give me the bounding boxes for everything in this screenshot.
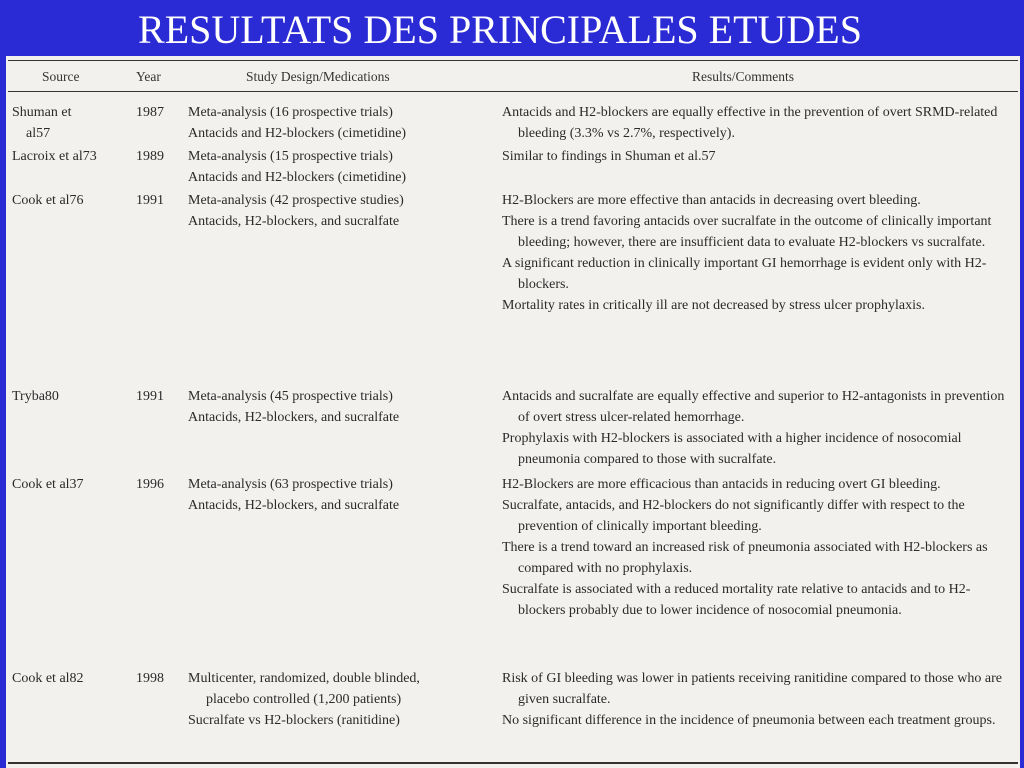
table-bottom-rule	[8, 762, 1018, 764]
year-cell: 1991	[136, 389, 164, 404]
source-cell: Tryba80	[12, 389, 59, 404]
results-cell: H2-Blockers are more efficacious than antacids in reducing overt GI bleeding. Sucralfate, antacids, and H2-blockers do not significantly differ with respect to the prevention of clinically important bleeding. There is a trend toward an increased risk of pneumonia associated with H2-blockers as compared with no prophylaxis. Sucralfate is associated with a reduced mortality rate relative to antacids and to H2-blockers probably due to lower incidence of nosocomial pneumonia.	[502, 477, 988, 618]
header-rule	[8, 91, 1018, 92]
header-year: Year	[136, 69, 161, 84]
header-source: Source	[42, 69, 80, 84]
year-cell: 1987	[136, 105, 164, 120]
source-cell: Shuman et al57	[12, 105, 72, 141]
results-cell: H2-Blockers are more effective than antacids in decreasing overt bleeding. There is a trend favoring antacids over sucralfate in the outcome of clinically important bleeding; however, there are insufficient data to evaluate H2-blockers vs sucralfate. A significant reduction in clinically important GI hemorrhage is evident only with H2-blockers. Mortality rates in critically ill are not decreased by stress ulcer prophylaxis.	[502, 193, 992, 313]
results-cell: Risk of GI bleeding was lower in patients receiving ranitidine compared to those who are given sucralfate. No significant difference in the incidence of pneumonia between each treatment groups.	[502, 671, 1002, 728]
year-cell: 1998	[136, 671, 164, 686]
design-cell: Meta-analysis (15 prospective trials) Antacids and H2-blockers (cimetidine)	[188, 149, 407, 185]
design-cell: Meta-analysis (63 prospective trials) Antacids, H2-blockers, and sucralfate	[188, 477, 400, 513]
slide-title: RESULTATS DES PRINCIPALES ETUDES	[138, 7, 862, 52]
header-design: Study Design/Medications	[246, 69, 390, 84]
design-cell: Meta-analysis (16 prospective trials) Antacids and H2-blockers (cimetidine)	[188, 105, 407, 141]
study-table	[6, 56, 1020, 768]
source-cell: Cook et al76	[12, 193, 84, 208]
year-cell: 1991	[136, 193, 164, 208]
source-cell: Lacroix et al73	[12, 149, 97, 164]
results-cell: Similar to findings in Shuman et al.57	[502, 149, 716, 164]
design-cell: Meta-analysis (42 prospective studies) Antacids, H2-blockers, and sucralfate	[188, 193, 404, 229]
year-cell: 1989	[136, 149, 164, 164]
results-cell: Antacids and H2-blockers are equally effective in the prevention of overt SRMD-related bleeding (3.3% vs 2.7%, respectively).	[502, 105, 998, 141]
source-cell: Cook et al37	[12, 477, 84, 492]
header-results: Results/Comments	[692, 69, 795, 84]
table-top-rule	[8, 60, 1018, 61]
source-cell: Cook et al82	[12, 671, 84, 686]
results-cell: Antacids and sucralfate are equally effective and superior to H2-antagonists in prevention of overt stress ulcer-related hemorrhage. Prophylaxis with H2-blockers is associated with a higher incidence of nosocomial pneumonia compared to those with sucralfate.	[502, 389, 1005, 467]
year-cell: 1996	[136, 477, 164, 492]
design-cell: Multicenter, randomized, double blinded, placebo controlled (1,200 patients) Sucralfate vs H2-blockers (ranitidine)	[188, 671, 420, 728]
design-cell: Meta-analysis (45 prospective trials) Antacids, H2-blockers, and sucralfate	[188, 389, 400, 425]
